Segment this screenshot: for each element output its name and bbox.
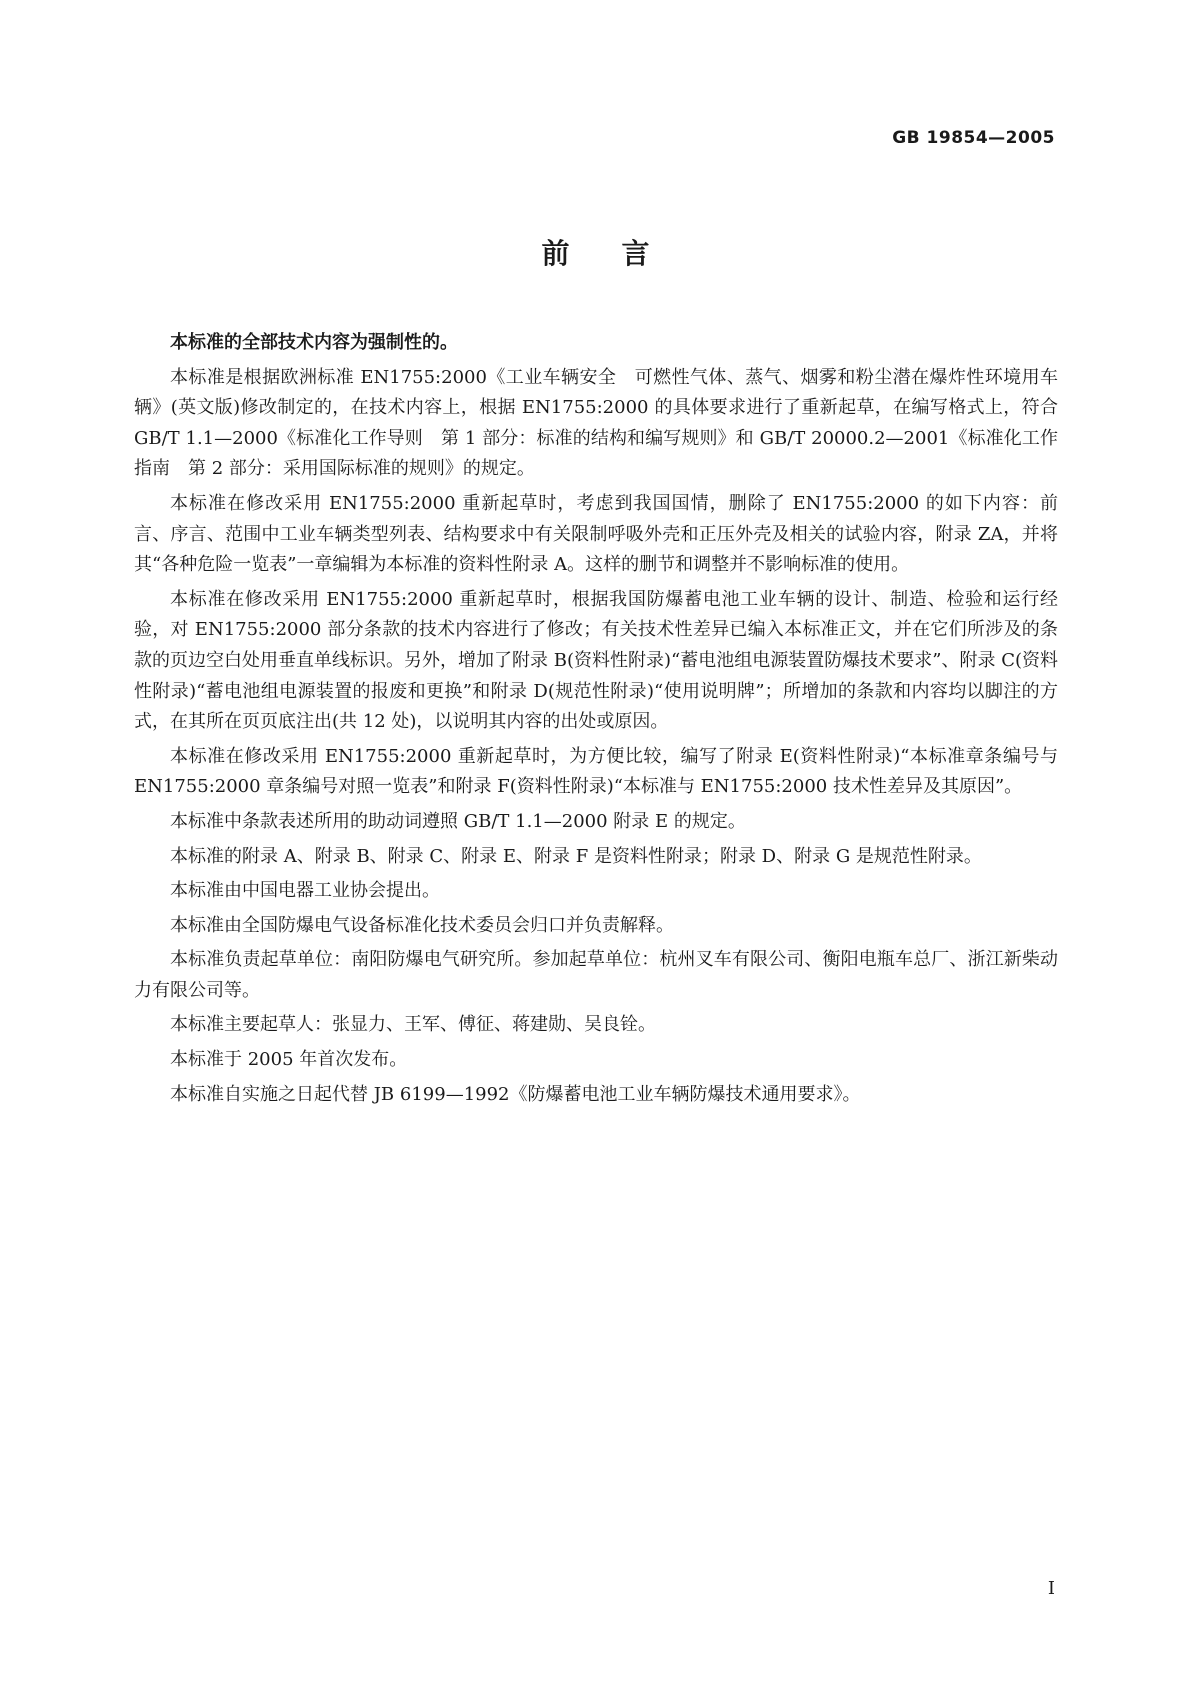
paragraph: 本标准负责起草单位：南阳防爆电气研究所。参加起草单位：杭州叉车有限公司、衡阳电瓶车总厂、浙江新柴动力有限公司等。 (134, 949, 1058, 1001)
paragraph-mandatory: 本标准的全部技术内容为强制性的。 (170, 332, 458, 353)
paragraph: 本标准由全国防爆电气设备标准化技术委员会归口并负责解释。 (170, 914, 674, 936)
paragraph: 本标准的附录 A、附录 B、附录 C、附录 E、附录 F 是资料性附录；附录 D、附录 G 是规范性附录。 (170, 845, 982, 867)
paragraph: 本标准是根据欧洲标准 EN1755:2000《工业车辆安全 可燃性气体、蒸气、烟雾和粉尘潜在爆炸性环境用车辆》(英文版)修改制定的，在技术内容上，根据 EN1755:2000 的具体要求进行了重新起草，在编写格式上，符合 GB/T 1.1—2000《标准化工作导则 第 1 部分：标准的结构和编写规则》和 GB/T 20000.2—2001《标准化工作指南 第 2 部分：采用国际标准的规则》的规定。 (134, 366, 1058, 480)
paragraph: 本标准在修改采用 EN1755:2000 重新起草时，为方便比较，编写了附录 E(资料性附录)“本标准章条编号与 EN1755:2000 章条编号对照一览表”和附录 F(资料性附录)“本标准与 EN1755:2000 技术性差异及其原因”。 (134, 745, 1058, 798)
standard-number: GB 19854—2005 (892, 128, 1055, 148)
foreword-body (134, 328, 1058, 1114)
paragraph: 本标准在修改采用 EN1755:2000 重新起草时，根据我国防爆蓄电池工业车辆的设计、制造、检验和运行经验，对 EN1755:2000 部分条款的技术内容进行了修改；有关技术性差异已编入本标准正文，并在它们所涉及的条款的页边空白处用垂直单线标识。另外，增加了附录 B(资料性附录)“蓄电池组电源装置防爆技术要求”、附录 C(资料性附录)“蓄电池组电源装置的报废和更换”和附录 D(规范性附录)“使用说明牌”；所增加的条款和内容均以脚注的方式，在其所在页页底注出(共 12 处)，以说明其内容的出处或原因。 (134, 588, 1058, 733)
paragraph: 本标准自实施之日起代替 JB 6199—1992《防爆蓄电池工业车辆防爆技术通用要求》。 (170, 1083, 861, 1105)
page-number: I (1047, 1578, 1055, 1599)
paragraph: 本标准主要起草人：张显力、王军、傅征、蒋建勋、吴良铨。 (170, 1014, 656, 1036)
paragraph: 本标准由中国电器工业协会提出。 (170, 880, 440, 902)
paragraph: 本标准于 2005 年首次发布。 (170, 1049, 408, 1071)
page-title: 前言 (541, 237, 702, 270)
paragraph: 本标准中条款表述所用的助动词遵照 GB/T 1.1—2000 附录 E 的规定。 (170, 810, 746, 832)
paragraph: 本标准在修改采用 EN1755:2000 重新起草时，考虑到我国国情，删除了 EN1755:2000 的如下内容：前言、序言、范围中工业车辆类型列表、结构要求中有关限制呼吸外壳和正压外壳及相关的试验内容，附录 ZA，并将其“各种危险一览表”一章编辑为本标准的资料性附录 A。这样的删节和调整并不影响标准的使用。 (134, 492, 1058, 576)
